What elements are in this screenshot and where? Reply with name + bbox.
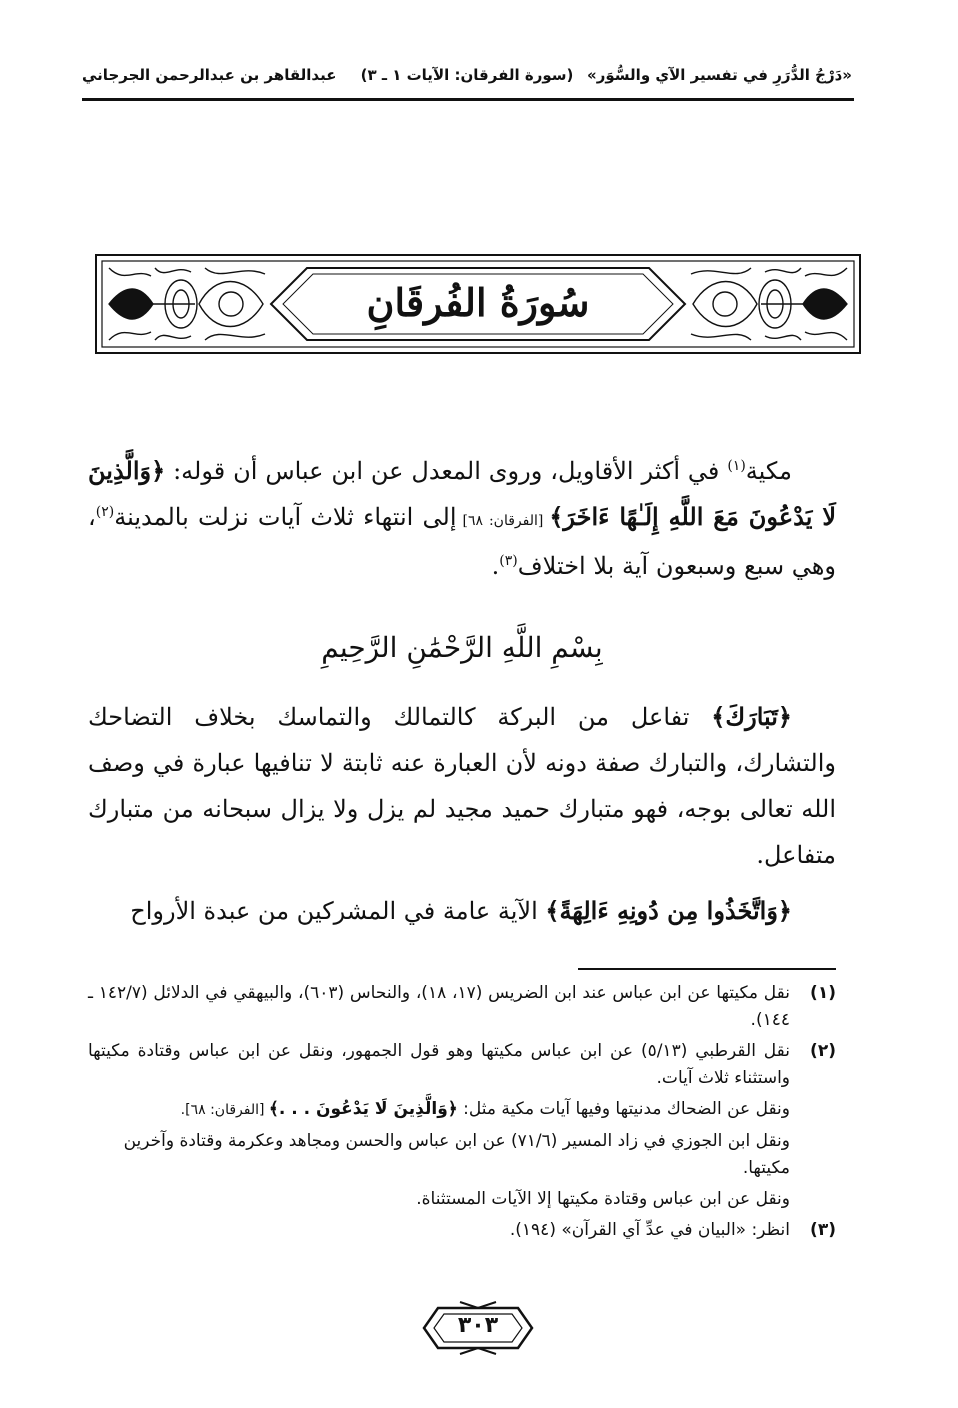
footnote-2-continuation: [88, 1128, 836, 1182]
verse-reference: [الفرقان: ٦٨]: [456, 513, 550, 529]
footnote-ref-3[interactable]: (٣): [499, 553, 518, 569]
intro-text: في أكثر الأقاويل، وروى المعدل عن ابن عباس أن قوله:: [165, 457, 728, 485]
surah-title: سُورَةُ الفُرقَانِ: [366, 280, 590, 325]
commentary-text: تفاعل من البركة كالتمالك والتماسك بخلاف التضاحك والتشارك، والتبارك صفة دونه لأن العبارة عنه ثابتة لا تنافيها عبارة في وصف الله تعالى بوجه، فهو متبارك حميد مجيد لم يزل ولا يزال سبحانه من متبارك متفاعل.: [88, 703, 836, 869]
quran-verse: ﴿تَبَارَكَ﴾: [711, 702, 792, 731]
footnote-text: ونقل عن ابن عباس وقتادة مكيتها إلا الآيات المستثناة.: [416, 1189, 790, 1209]
header-section: (سورة الفرقان: الآيات ١ ـ ٣): [360, 66, 574, 84]
commentary-paragraph-2: [88, 888, 836, 934]
footnotes: [88, 980, 836, 1248]
quran-verse: ﴿وَالَّذِينَ لَا يَدْعُونَ . . .﴾: [268, 1099, 458, 1119]
intro-text: مكية: [745, 457, 792, 485]
intro-text: .: [491, 552, 500, 580]
intro-text: إلى انتهاء ثلاث آيات نزلت بالمدينة: [114, 503, 457, 531]
intro-text: ، وهي سبع وسبعون آية بلا اختلاف: [88, 503, 836, 580]
commentary-paragraph-1: [88, 694, 836, 878]
header-book-title: «دَرْجُ الدُّرَرِ في تفسير الآي والسُّوَر»: [587, 66, 852, 84]
footnote-2-continuation: [88, 1186, 836, 1213]
quran-verse: ﴿وَالَّذِينَ لَا يَدْعُونَ مَعَ اللَّهِ إِلَـٰهًا ءَاخَرَ﴾: [88, 456, 837, 531]
verse-reference: [الفرقان: ٦٨].: [180, 1102, 269, 1118]
intro-paragraph: [88, 448, 836, 589]
footnote-text: نقل مكيتها عن ابن عباس عند ابن الضريس (١٧، ١٨)، والنحاس (٦٠٣)، والبيهقي في الدلائل (١٤٢/٧ ـ ١٤٤).: [88, 983, 790, 1030]
footnote-text: ونقل عن الضحاك مدنيتها وفيها آيات مكية مثل:: [457, 1099, 790, 1119]
footnote-2-continuation: [88, 1096, 836, 1124]
page-number: ٣٠٣: [457, 1313, 499, 1338]
footnote-ref-2[interactable]: (٢): [95, 504, 115, 520]
running-header: [82, 62, 852, 92]
footnote-ref-1[interactable]: (١): [727, 458, 746, 474]
surah-title-frame: [95, 254, 861, 354]
footnote-1: [88, 980, 836, 1034]
footnote-rule: [578, 968, 836, 970]
footnote-3: [88, 1217, 836, 1244]
quran-verse: ﴿وَاتَّخَذُوا مِن دُونِهِ ءَالِهَةً﴾: [545, 896, 792, 925]
footnote-number: (٢): [810, 1041, 836, 1061]
footnote-text: ونقل ابن الجوزي في زاد المسير (٧١/٦) عن ابن عباس والحسن ومجاهد وعكرمة وقتادة وآخرين مكيتها.: [123, 1131, 790, 1178]
header-rule: [82, 98, 854, 101]
footnote-text: انظر: «البيان في عدِّ آي القرآن» (١٩٤).: [509, 1220, 790, 1240]
footnote-number: (٣): [810, 1220, 836, 1240]
footnote-2: [88, 1038, 836, 1092]
basmala: بِسْمِ اللَّهِ الرَّحْمَٰنِ الرَّحِيمِ: [321, 631, 603, 664]
footnote-text: نقل القرطبي (٥/١٣) عن ابن عباس مكيتها وهو قول الجمهور، ونقل عن ابن عباس وقتادة مكيتها واستثناء ثلاث آيات.: [88, 1041, 790, 1088]
footnote-number: (١): [810, 983, 836, 1003]
page-number-box: [420, 1300, 536, 1356]
commentary-text: الآية عامة في المشركين من عبدة الأرواح: [130, 897, 546, 925]
header-author: عبدالقاهر بن عبدالرحمن الجرجاني: [82, 66, 337, 84]
